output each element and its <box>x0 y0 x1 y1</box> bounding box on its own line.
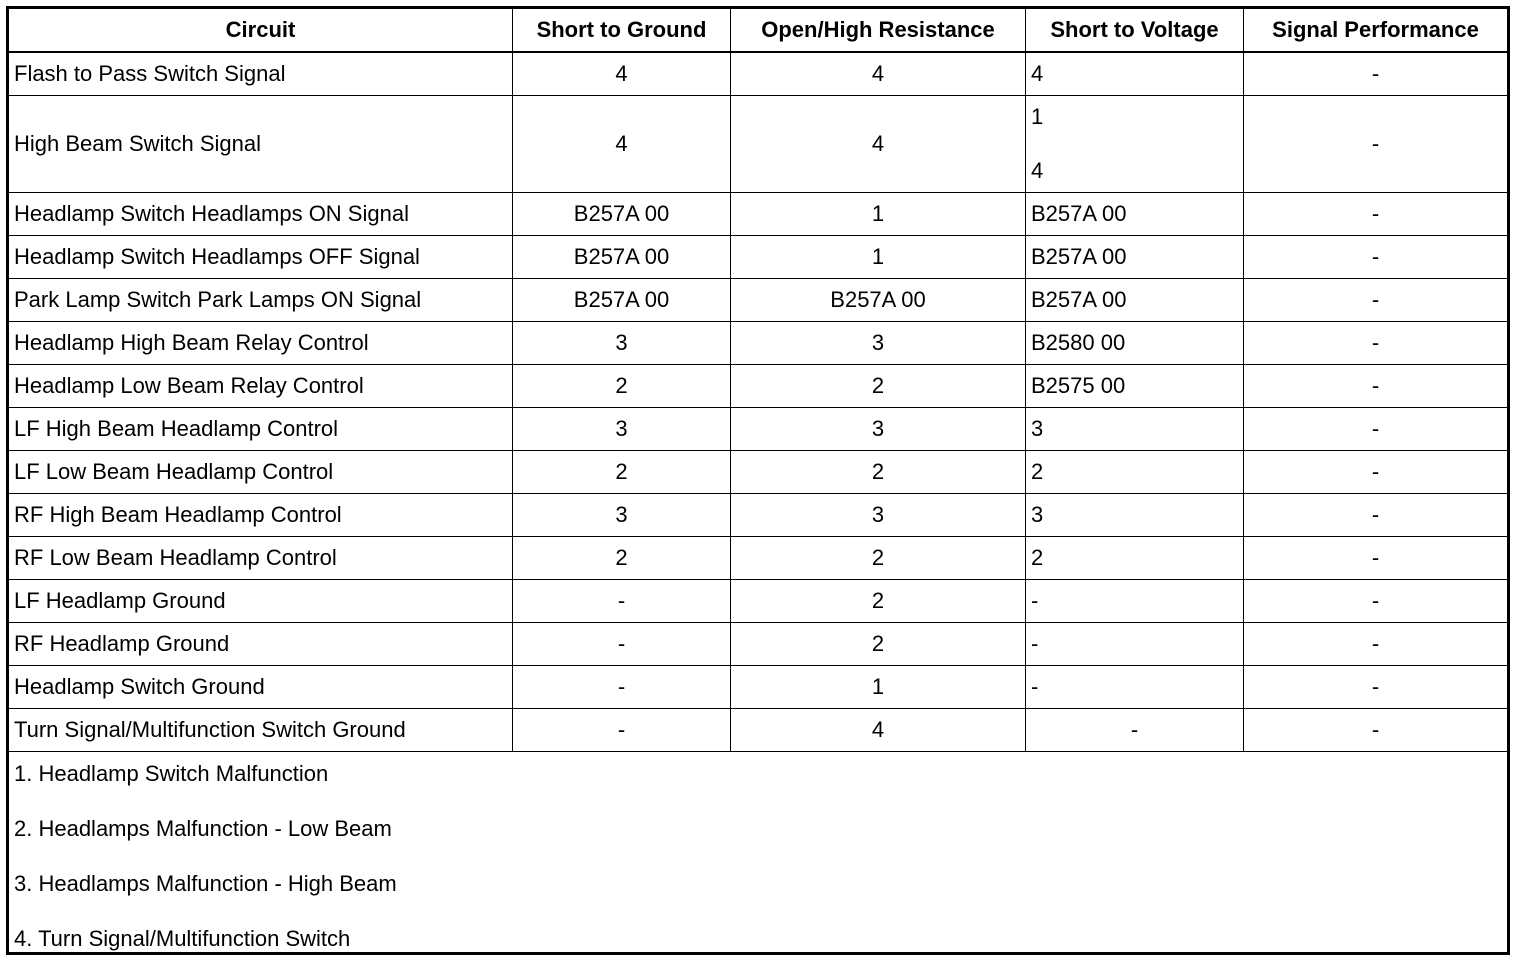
circuit-name: RF Headlamp Ground <box>8 623 513 666</box>
table-row <box>8 322 1509 365</box>
signal-performance-value: - <box>1244 580 1509 623</box>
short-to-ground-value: 2 <box>513 365 731 408</box>
table-row <box>8 365 1509 408</box>
short-to-voltage-value: - <box>1026 709 1244 752</box>
signal-performance-value: - <box>1244 322 1509 365</box>
signal-performance-value: - <box>1244 494 1509 537</box>
open-high-resistance-value: 2 <box>731 537 1026 580</box>
signal-performance-value: - <box>1244 537 1509 580</box>
header-signal-performance: Signal Performance <box>1244 8 1509 53</box>
signal-performance-value: - <box>1244 666 1509 709</box>
signal-performance-value: - <box>1244 96 1509 193</box>
circuit-name: LF Headlamp Ground <box>8 580 513 623</box>
open-high-resistance-value: 3 <box>731 408 1026 451</box>
signal-performance-value: - <box>1244 193 1509 236</box>
header-open-high-resistance: Open/High Resistance <box>731 8 1026 53</box>
table-row <box>8 537 1509 580</box>
open-high-resistance-value: 4 <box>731 52 1026 96</box>
short-to-ground-value: B257A 00 <box>513 236 731 279</box>
circuit-diagnostic-table <box>6 6 1510 955</box>
signal-performance-value: - <box>1244 279 1509 322</box>
short-to-voltage-value: B257A 00 <box>1026 279 1244 322</box>
short-to-voltage-value: B257A 00 <box>1026 236 1244 279</box>
table-row <box>8 52 1509 96</box>
signal-performance-value: - <box>1244 709 1509 752</box>
short-to-ground-value: 4 <box>513 52 731 96</box>
short-to-ground-value: 2 <box>513 537 731 580</box>
short-to-voltage-value: - <box>1026 580 1244 623</box>
circuit-name: Headlamp Switch Headlamps OFF Signal <box>8 236 513 279</box>
open-high-resistance-value: 2 <box>731 580 1026 623</box>
table-row <box>8 580 1509 623</box>
short-to-voltage-value: B2580 00 <box>1026 322 1244 365</box>
footnote: 4. Turn Signal/Multifunction Switch <box>14 925 351 951</box>
table-row <box>8 193 1509 236</box>
open-high-resistance-value: 3 <box>731 322 1026 365</box>
header-row <box>8 8 1509 53</box>
circuit-name: Park Lamp Switch Park Lamps ON Signal <box>8 279 513 322</box>
short-to-voltage-value: B2575 00 <box>1026 365 1244 408</box>
circuit-name: RF Low Beam Headlamp Control <box>8 537 513 580</box>
footnote: 1. Headlamp Switch Malfunction <box>14 760 329 786</box>
circuit-name: Headlamp High Beam Relay Control <box>8 322 513 365</box>
table-row <box>8 451 1509 494</box>
short-to-ground-value: 3 <box>513 408 731 451</box>
short-to-ground-value: 3 <box>513 494 731 537</box>
footnotes <box>8 752 1509 954</box>
short-to-voltage-value: B257A 00 <box>1026 193 1244 236</box>
circuit-name: High Beam Switch Signal <box>8 96 513 193</box>
signal-performance-value: - <box>1244 236 1509 279</box>
short-to-voltage-value: 3 <box>1026 494 1244 537</box>
signal-performance-value: - <box>1244 451 1509 494</box>
short-to-voltage-value: 4 <box>1026 52 1244 96</box>
table-row <box>8 494 1509 537</box>
short-to-voltage-value: 2 <box>1026 537 1244 580</box>
signal-performance-value: - <box>1244 52 1509 96</box>
open-high-resistance-value: 1 <box>731 666 1026 709</box>
short-to-ground-value: B257A 00 <box>513 279 731 322</box>
header-short-to-voltage: Short to Voltage <box>1026 8 1244 53</box>
open-high-resistance-value: 4 <box>731 96 1026 193</box>
circuit-name: LF Low Beam Headlamp Control <box>8 451 513 494</box>
circuit-name: Flash to Pass Switch Signal <box>8 52 513 96</box>
circuit-name: Headlamp Switch Ground <box>8 666 513 709</box>
header-short-to-ground: Short to Ground <box>513 8 731 53</box>
header-circuit: Circuit <box>8 8 513 53</box>
open-high-resistance-value: 1 <box>731 236 1026 279</box>
circuit-name: LF High Beam Headlamp Control <box>8 408 513 451</box>
notes-row <box>8 752 1509 954</box>
short-to-ground-value: 2 <box>513 451 731 494</box>
short-to-voltage-value: - <box>1026 666 1244 709</box>
short-to-ground-value: B257A 00 <box>513 193 731 236</box>
short-to-voltage-value: - <box>1026 623 1244 666</box>
table-row <box>8 623 1509 666</box>
open-high-resistance-value: 4 <box>731 709 1026 752</box>
table-row <box>8 96 1509 193</box>
short-to-voltage-value: 4 <box>1031 158 1044 183</box>
circuit-name: RF High Beam Headlamp Control <box>8 494 513 537</box>
open-high-resistance-value: 2 <box>731 451 1026 494</box>
open-high-resistance-value: 3 <box>731 494 1026 537</box>
circuit-name: Turn Signal/Multifunction Switch Ground <box>8 709 513 752</box>
table-row <box>8 408 1509 451</box>
signal-performance-value: - <box>1244 623 1509 666</box>
open-high-resistance-value: B257A 00 <box>731 279 1026 322</box>
circuit-name: Headlamp Switch Headlamps ON Signal <box>8 193 513 236</box>
signal-performance-value: - <box>1244 408 1509 451</box>
short-to-voltage-value: 1 <box>1031 104 1044 129</box>
table-row <box>8 236 1509 279</box>
short-to-ground-value: 3 <box>513 322 731 365</box>
table-row <box>8 666 1509 709</box>
footnote: 3. Headlamps Malfunction - High Beam <box>14 870 397 896</box>
short-to-ground-value: - <box>513 623 731 666</box>
short-to-ground-value: - <box>513 580 731 623</box>
table-row <box>8 709 1509 752</box>
open-high-resistance-value: 1 <box>731 193 1026 236</box>
table-row <box>8 279 1509 322</box>
footnote: 2. Headlamps Malfunction - Low Beam <box>14 815 392 841</box>
short-to-ground-value: 4 <box>513 96 731 193</box>
short-to-voltage-cell <box>1026 96 1244 193</box>
signal-performance-value: - <box>1244 365 1509 408</box>
short-to-ground-value: - <box>513 709 731 752</box>
short-to-ground-value: - <box>513 666 731 709</box>
open-high-resistance-value: 2 <box>731 365 1026 408</box>
short-to-voltage-value: 3 <box>1026 408 1244 451</box>
short-to-voltage-value: 2 <box>1026 451 1244 494</box>
circuit-name: Headlamp Low Beam Relay Control <box>8 365 513 408</box>
open-high-resistance-value: 2 <box>731 623 1026 666</box>
